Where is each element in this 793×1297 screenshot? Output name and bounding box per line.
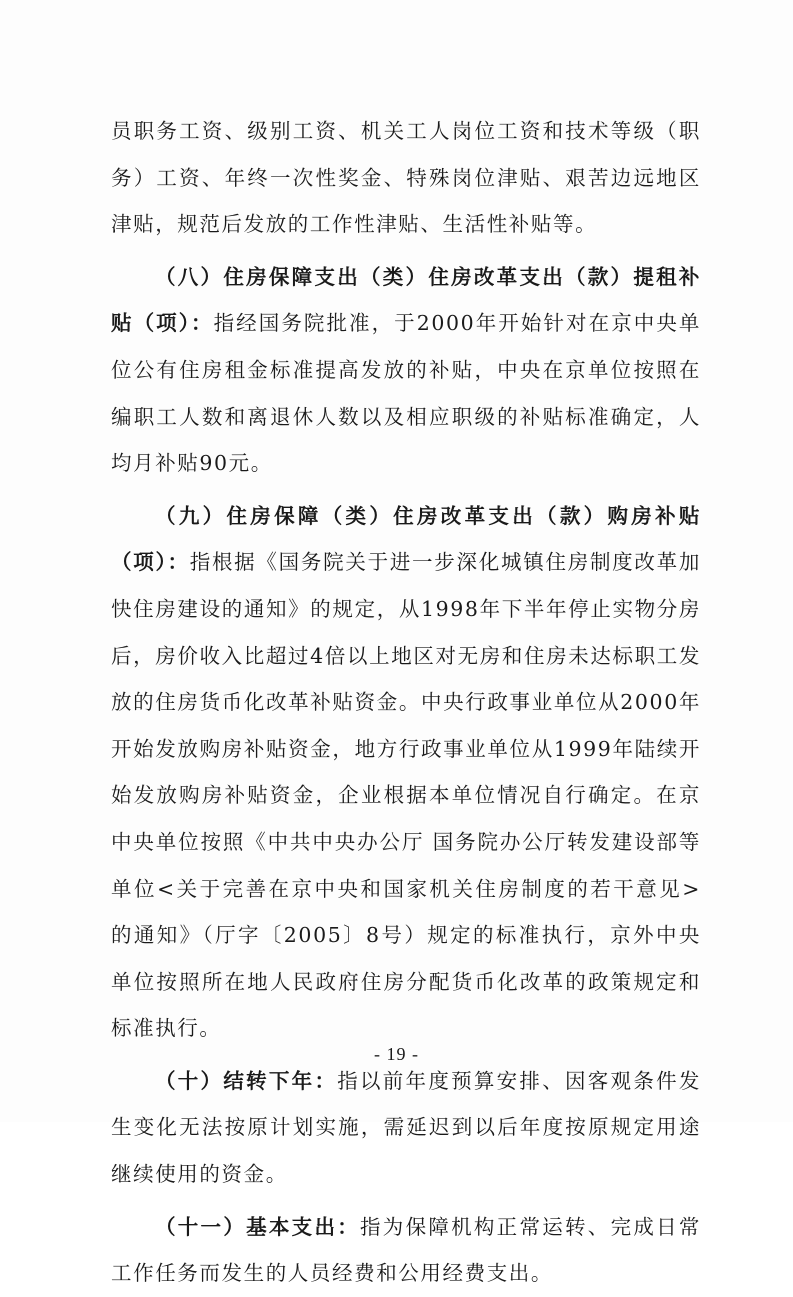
paragraph-carryover xyxy=(111,1058,701,1198)
paragraph-body: 指经国务院批准，于2000年开始针对在京中央单位公有住房租金标准提高发放的补贴，中央在京单位按照在编职工人数和离退休人数以及相应职级的补贴标准确定，人均月补贴90元。 xyxy=(111,311,701,476)
paragraph-body: 指根据《国务院关于进一步深化城镇住房制度改革加快住房建设的通知》的规定，从1998年下半年停止实物分房后，房价收入比超过4倍以上地区对无房和住房未达标职工发放的住房货币化改革补贴资金。中央行政事业单位从2000年开始发放购房补贴资金，地方行政事业单位从1999年陆续开始发放购房补贴资金，企业根据本单位情况自行确定。在京中央单位按照《中共中央办公厅 国务院办公厅转发建设部等单位<关于完善在京中央和国家机关住房制度的若干意见>的通知》（厅字〔2005〕8号）规定的标准执行，京外中央单位按照所在地人民政府住房分配货币化改革的政策规定和标准执行。 xyxy=(111,550,701,1041)
body-text xyxy=(111,108,701,1297)
paragraph-body: 指以前年度预算安排、因客观条件发生变化无法按原计划实施，需延迟到以后年度按原规定用途继续使用的资金。 xyxy=(111,1068,701,1187)
paragraph-heading: （九）住房保障（类）住房改革支出（款）购房补贴（项）： xyxy=(111,503,701,575)
paragraph-heading: （八）住房保障支出（类）住房改革支出（款）提租补贴（项）： xyxy=(111,264,701,336)
paragraph-heading: （十）结转下年： xyxy=(155,1068,338,1093)
paragraph-housing-purchase-subsidy xyxy=(111,493,701,1052)
page-number: - 19 - xyxy=(374,1044,419,1064)
paragraph-basic-expenditure xyxy=(111,1204,701,1297)
paragraph-rent-subsidy xyxy=(111,254,701,487)
paragraph-body: 指为保障机构正常运转、完成日常工作任务而发生的人员经费和公用经费支出。 xyxy=(111,1214,702,1286)
paragraph-continuation xyxy=(111,108,701,248)
paragraph-heading: （十一）基本支出： xyxy=(155,1214,361,1239)
paragraph-body: 员职务工资、级别工资、机关工人岗位工资和技术等级（职务）工资、年终一次性奖金、特殊岗位津贴、艰苦边远地区津贴，规范后发放的工作性津贴、生活性补贴等。 xyxy=(111,119,701,237)
